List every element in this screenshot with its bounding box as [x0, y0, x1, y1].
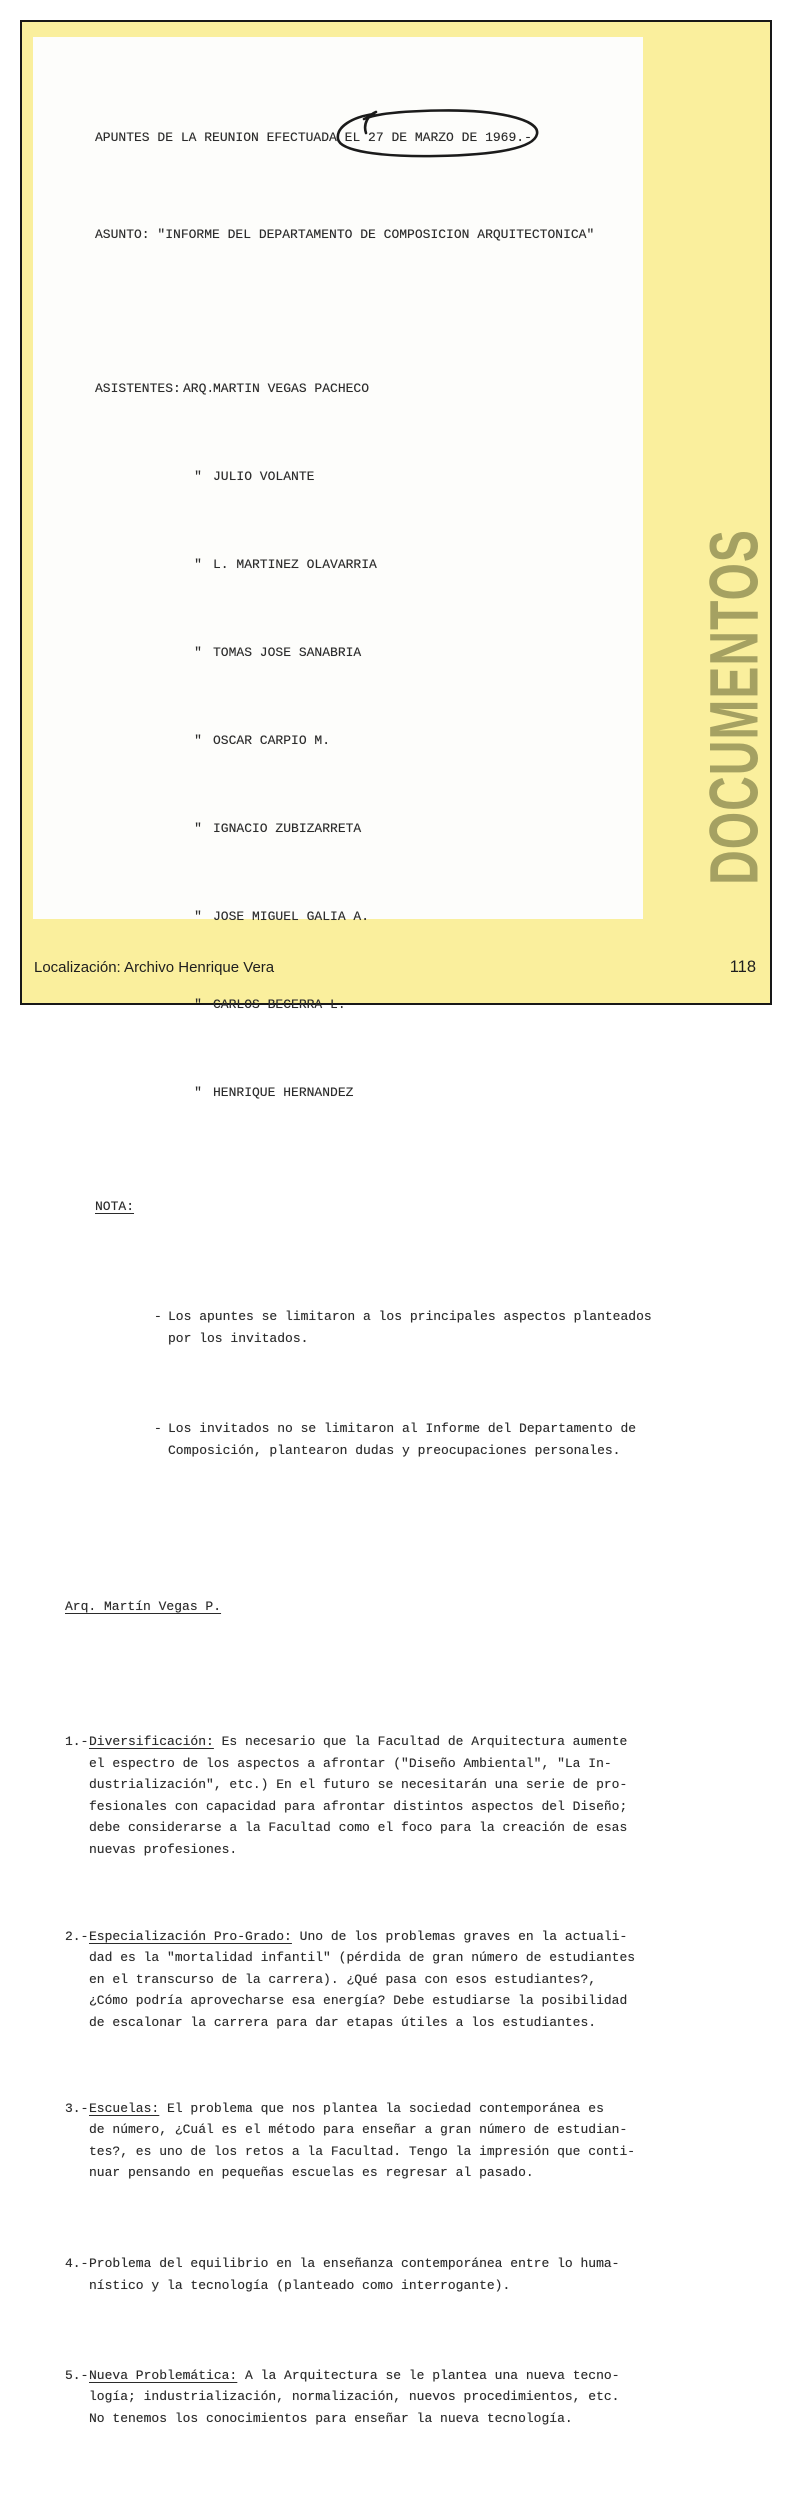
numbered-item: [65, 1926, 643, 2034]
circled-date: [368, 127, 532, 149]
attendee-row: [65, 994, 643, 1016]
attendee-prefix: ": [194, 909, 202, 924]
attendee-name: JULIO VOLANTE: [213, 469, 315, 484]
attendee-prefix: ": [194, 733, 202, 748]
attendee-name: OSCAR CARPIO M.: [213, 733, 331, 748]
item-title: Escuelas:: [89, 2100, 160, 2116]
attendee-name: CARLOS BECERRA L.: [213, 997, 346, 1012]
attendee-row: [65, 1082, 643, 1104]
items-block: [65, 1688, 643, 2451]
attendee-row: [65, 378, 643, 400]
attendee-prefix: ": [194, 469, 202, 484]
yellow-book-page: [20, 20, 774, 2426]
attendee-prefix: ": [194, 557, 202, 572]
item-first-line: Problema del equilibrio en la enseñanza contemporánea entre lo huma-: [89, 2256, 620, 2271]
item-number: 5.-: [65, 2367, 89, 2383]
item-lines: logía; industrialización, normalización, nuevos procedimientos, etc. No tenemos los conocimientos para enseñar la nueva tecnología.: [89, 2389, 620, 2426]
item-title: Diversificación:: [89, 1734, 214, 1749]
attendee-name: IGNACIO ZUBIZARRETA: [213, 821, 362, 836]
attendee-row: [65, 818, 643, 840]
item-first-line: Uno de los problemas graves en la actuali-: [291, 1928, 628, 1944]
attendee-row: [65, 906, 643, 928]
item-title: Nueva Problemática:: [89, 2367, 238, 2383]
numbered-item: [65, 2253, 643, 2296]
attendee-prefix: ": [194, 645, 202, 660]
attendees-label: ASISTENTES:: [95, 381, 181, 396]
numbered-item: [65, 1731, 643, 1860]
attendee-prefix: ARQ.: [183, 381, 215, 396]
bullet-lines: Los invitados no se limitaron al Informe del Departamento de Composición, plantearon dudas y preocupaciones personales.: [168, 1421, 637, 1458]
attendee-prefix: ": [194, 821, 202, 836]
footer-page-number: 118: [729, 958, 756, 976]
attendee-name: TOMAS JOSE SANABRIA: [213, 645, 362, 660]
attendee-name: L. MARTINEZ OLAVARRIA: [213, 557, 377, 572]
attendees-block: [65, 334, 643, 1126]
footer-location: Localización: Archivo Henrique Vera: [34, 959, 275, 976]
item-number: 2.-: [65, 1928, 89, 1944]
nota-label: NOTA:: [95, 1199, 135, 1214]
nota-bullet: [65, 1306, 652, 1350]
title-text: APUNTES DE LA REUNION EFECTUADA EL: [95, 130, 369, 145]
item-first-line: A la Arquitectura se le plantea una nueva tecno-: [237, 2367, 620, 2383]
attendee-row: [65, 730, 643, 752]
document-subject-line: ASUNTO: "INFORME DEL DEPARTAMENTO DE COMPOSICION ARQUITECTONICA": [95, 227, 595, 242]
document-title-line: [95, 127, 643, 149]
item-number: 1.-: [65, 1734, 89, 1749]
circled-date-text: 27 DE MARZO DE 1969.-: [368, 130, 532, 145]
numbered-item: [65, 2098, 643, 2184]
speaker-heading: Arq. Martín Vegas P.: [65, 1599, 222, 1614]
item-title: Especialización Pro-Grado:: [89, 1928, 292, 1944]
attendee-name: HENRIQUE HERNANDEZ: [213, 1085, 354, 1100]
item-number: 3.-: [65, 2100, 89, 2116]
item-first-line: El problema que nos plantea la sociedad contemporánea es: [159, 2100, 604, 2116]
footer: [34, 958, 756, 977]
attendee-row: [65, 642, 643, 664]
item-number: 4.-: [65, 2256, 89, 2271]
nota-bullet: [65, 1418, 643, 1462]
bullet-lines: Los apuntes se limitaron a los principales aspectos planteados por los invitados.: [168, 1309, 652, 1346]
numbered-item: [65, 2365, 643, 2430]
attendee-row: [65, 554, 643, 576]
item-first-line: Es necesario que la Facultad de Arquitectura aumente: [213, 1734, 628, 1749]
bullet-dash: -: [154, 1421, 162, 1436]
sidebar-label-documentos: DOCUMENTOS: [697, 529, 774, 885]
item-lines: dad es la "mortalidad infantil" (pérdida de gran número de estudiantes en el transcurso de la carrera). ¿Qué pasa con esos estudiantes?, ¿Cómo podría aprovecharse esa energía? Debe estudiarse la posibilidad de escalonar la carrera para dar etapas útiles a los estudiantes.: [89, 1950, 636, 2030]
nota-bullets: [65, 1262, 652, 1484]
item-lines: el espectro de los aspectos a afrontar ("Diseño Ambiental", "La In- dustrialización", etc.) En el futuro se necesitarán una serie de pro- fesionales con capacidad para afrontar distintos aspectos del Diseño; debe considerarse a la Facultad como el foco para la creación de esas nuevas profesiones.: [89, 1755, 628, 1857]
attendee-row: [65, 466, 643, 488]
bullet-dash: -: [154, 1309, 162, 1324]
item-lines: de número, ¿Cuál es el método para enseñar a gran número de estudian- tes?, es uno de los retos a la Facultad. Tengo la impresión que conti- nuar pensando en pequeñas escuelas es regresar al pasado.: [89, 2122, 636, 2180]
attendee-name: JOSE MIGUEL GALIA A.: [213, 909, 370, 924]
attendee-prefix: ": [194, 997, 202, 1012]
nota-block: [65, 1196, 652, 1528]
attendee-name: MARTIN VEGAS PACHECO: [213, 381, 370, 396]
attendee-prefix: ": [194, 1085, 202, 1100]
item-lines: nístico y la tecnología (planteado como interrogante).: [89, 2277, 511, 2293]
